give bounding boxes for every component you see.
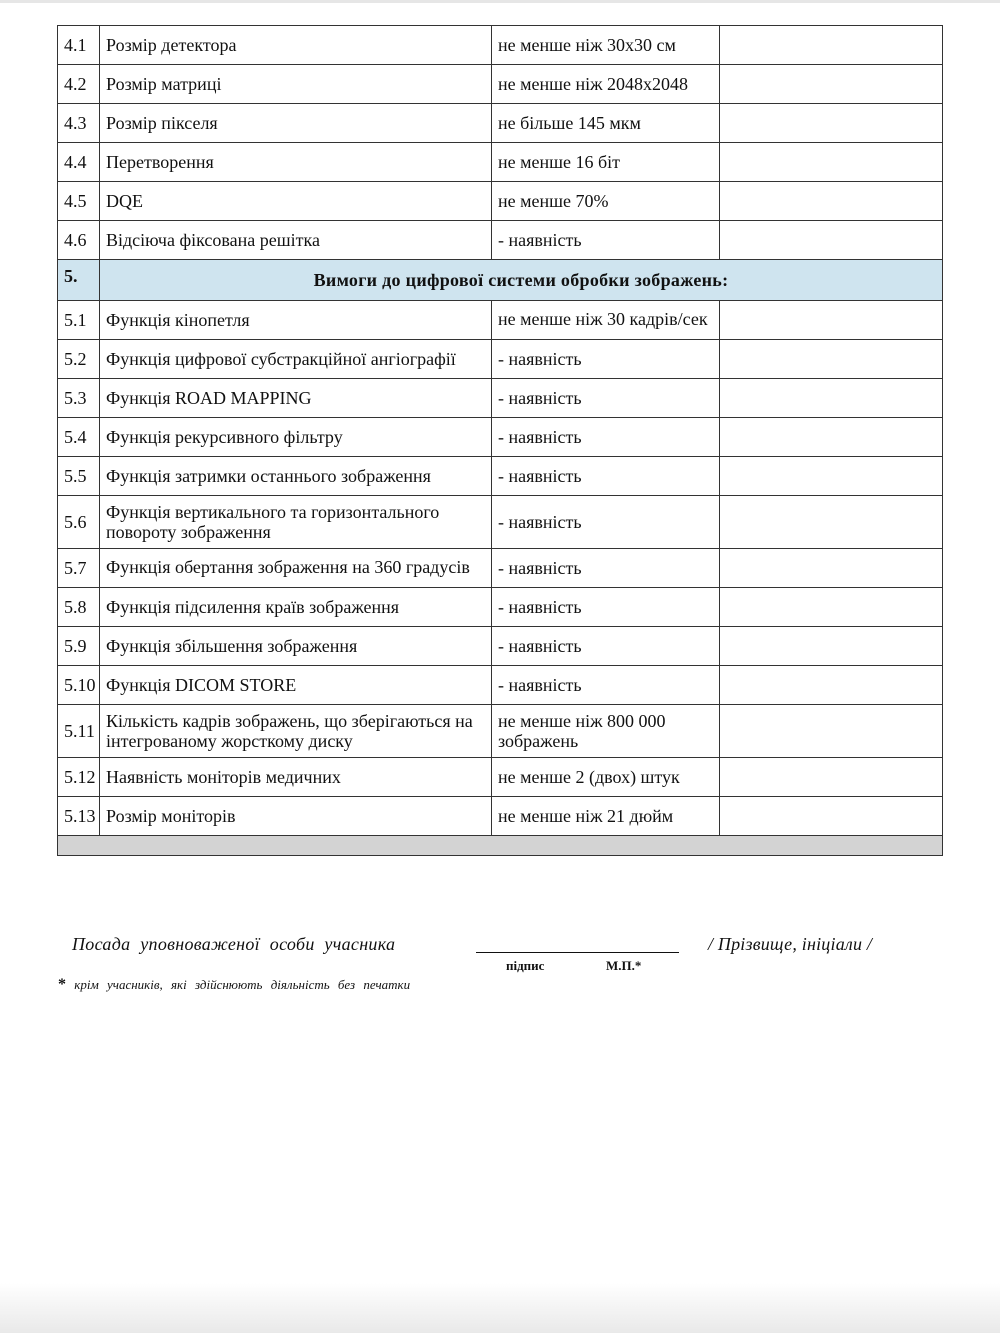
- table-row: [58, 705, 943, 758]
- answer-cell: [720, 705, 943, 758]
- parameter-name: Функція рекурсивного фільтру: [100, 418, 492, 457]
- table-row: [58, 666, 943, 705]
- row-number: 5.11: [58, 705, 100, 758]
- row-number: 4.2: [58, 65, 100, 104]
- answer-cell: [720, 301, 943, 340]
- answer-cell: [720, 666, 943, 705]
- row-number: 5.6: [58, 496, 100, 549]
- row-number: 5.7: [58, 549, 100, 588]
- requirement-value: - наявність: [492, 496, 720, 549]
- row-number: 5.1: [58, 301, 100, 340]
- answer-cell: [720, 26, 943, 65]
- requirement-value: не менше 16 біт: [492, 143, 720, 182]
- table-row: [58, 221, 943, 260]
- parameter-name: Функція підсилення країв зображення: [100, 588, 492, 627]
- signature-block: [70, 932, 930, 972]
- stamp-caption: М.П.*: [606, 958, 642, 973]
- answer-cell: [720, 221, 943, 260]
- answer-cell: [720, 379, 943, 418]
- table-row: [58, 418, 943, 457]
- parameter-name: DQE: [100, 182, 492, 221]
- footnote-text: крім учасників, які здійснюють діяльність без печатки: [74, 977, 411, 992]
- answer-cell: [720, 588, 943, 627]
- answer-cell: [720, 627, 943, 666]
- table-row: [58, 143, 943, 182]
- table-row: [58, 457, 943, 496]
- requirement-value: не менше 2 (двох) штук: [492, 758, 720, 797]
- row-number: 5.2: [58, 340, 100, 379]
- section-number: 5.: [58, 260, 100, 301]
- table-row: [58, 549, 943, 588]
- row-number: 4.6: [58, 221, 100, 260]
- requirement-value: - наявність: [492, 549, 720, 588]
- row-number: 4.3: [58, 104, 100, 143]
- answer-cell: [720, 457, 943, 496]
- parameter-name: Наявність моніторів медичних: [100, 758, 492, 797]
- row-number: 5.9: [58, 627, 100, 666]
- answer-cell: [720, 104, 943, 143]
- requirement-value: - наявність: [492, 588, 720, 627]
- table-footer-bar: [58, 836, 943, 856]
- table-row: [58, 26, 943, 65]
- position-label: Посада уповноваженої особи учасника: [72, 934, 396, 954]
- requirement-value: не менше ніж 30 кадрів/сек: [498, 309, 708, 329]
- row-number: 5.8: [58, 588, 100, 627]
- parameter-name: Функція цифрової субстракційної ангіографії: [100, 340, 492, 379]
- answer-cell: [720, 182, 943, 221]
- answer-cell: [720, 758, 943, 797]
- surname-initials-label: / Прізвище, ініціали /: [708, 934, 873, 954]
- section-header-row: [58, 260, 943, 301]
- answer-cell: [720, 549, 943, 588]
- signature-line: [476, 952, 679, 953]
- table-row: [58, 588, 943, 627]
- requirement-value: - наявність: [492, 379, 720, 418]
- row-number: 5.13: [58, 797, 100, 836]
- page-bottom-shade: [0, 1283, 1000, 1333]
- requirement-value: не більше 145 мкм: [492, 104, 720, 143]
- parameter-name: Функція обертання зображення на 360 градусів: [106, 557, 470, 577]
- requirement-value: - наявність: [492, 221, 720, 260]
- requirement-value: - наявність: [492, 627, 720, 666]
- requirement-value: не менше ніж 800 000 зображень: [492, 705, 720, 758]
- table-row: [58, 797, 943, 836]
- row-number: 4.1: [58, 26, 100, 65]
- parameter-name: Розмір пікселя: [100, 104, 492, 143]
- requirement-value: не менше ніж 30x30 см: [492, 26, 720, 65]
- table-row: [58, 65, 943, 104]
- footnote: [58, 976, 410, 994]
- table-row: [58, 104, 943, 143]
- section-title: Вимоги до цифрової системи обробки зображень:: [100, 260, 943, 301]
- parameter-name: Перетворення: [100, 143, 492, 182]
- table-row: [58, 379, 943, 418]
- parameter-name: Відсіюча фіксована решітка: [100, 221, 492, 260]
- parameter-name: Розмір матриці: [100, 65, 492, 104]
- table-row: [58, 496, 943, 549]
- signature-caption: підпис: [506, 958, 545, 973]
- parameter-name: Функція DICOM STORE: [100, 666, 492, 705]
- requirement-value: - наявність: [492, 418, 720, 457]
- footnote-asterisk: *: [58, 976, 66, 993]
- requirement-value: - наявність: [492, 457, 720, 496]
- table-row: [58, 301, 943, 340]
- parameter-name: Функція ROAD MAPPING: [100, 379, 492, 418]
- parameter-name: Розмір моніторів: [100, 797, 492, 836]
- answer-cell: [720, 496, 943, 549]
- table-row: [58, 627, 943, 666]
- answer-cell: [720, 797, 943, 836]
- answer-cell: [720, 340, 943, 379]
- requirement-value: - наявність: [492, 340, 720, 379]
- row-number: 4.4: [58, 143, 100, 182]
- requirement-value: не менше 70%: [492, 182, 720, 221]
- requirement-value: - наявність: [492, 666, 720, 705]
- row-number: 5.10: [58, 666, 100, 705]
- table-row: [58, 340, 943, 379]
- row-number: 5.3: [58, 379, 100, 418]
- row-number: 5.4: [58, 418, 100, 457]
- table-row: [58, 758, 943, 797]
- parameter-name: Функція збільшення зображення: [100, 627, 492, 666]
- parameter-name: Розмір детектора: [100, 26, 492, 65]
- table-row: [58, 182, 943, 221]
- answer-cell: [720, 143, 943, 182]
- answer-cell: [720, 65, 943, 104]
- page-top-edge: [0, 0, 1000, 3]
- row-number: 4.5: [58, 182, 100, 221]
- answer-cell: [720, 418, 943, 457]
- row-number: 5.5: [58, 457, 100, 496]
- parameter-name: Кількість кадрів зображень, що зберігаються на інтегрованому жорсткому диску: [100, 705, 492, 758]
- parameter-name: Функція затримки останнього зображення: [100, 457, 492, 496]
- parameter-name: Функція вертикального та горизонтального повороту зображення: [100, 496, 492, 549]
- requirement-value: не менше ніж 21 дюйм: [492, 797, 720, 836]
- specification-table: [57, 25, 943, 856]
- row-number: 5.12: [58, 758, 100, 797]
- requirement-value: не менше ніж 2048x2048: [492, 65, 720, 104]
- parameter-name: Функція кінопетля: [100, 301, 492, 340]
